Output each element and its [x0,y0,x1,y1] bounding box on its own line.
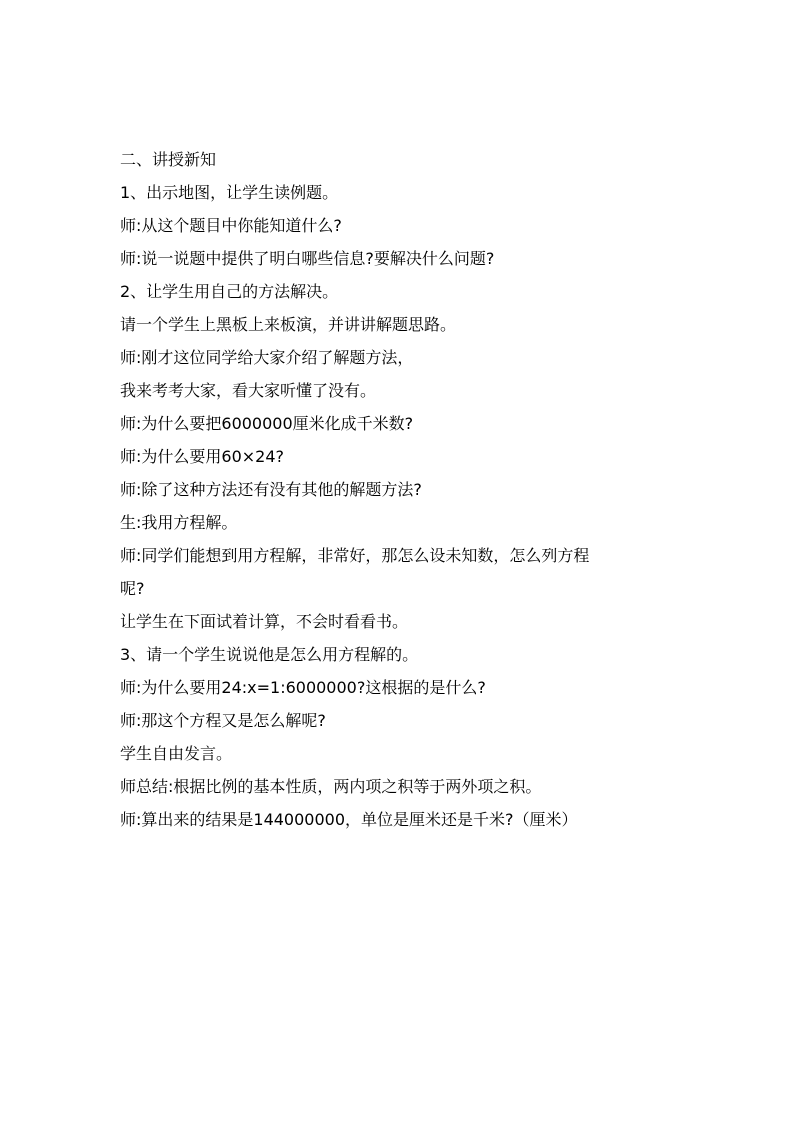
paragraph-line: 师:那这个方程又是怎么解呢? [120,711,326,730]
paragraph-line: 师:为什么要用24:x=1:6000000?这根据的是什么? [120,678,486,697]
paragraph-line: 师:从这个题目中你能知道什么? [120,216,342,235]
paragraph-line: 师:同学们能想到用方程解，非常好，那怎么设未知数，怎么列方程 [120,546,590,565]
paragraph-line: 生:我用方程解。 [120,513,238,532]
section-heading: 二、讲授新知 [120,150,217,169]
paragraph-line: 师:除了这种方法还有没有其他的解题方法? [120,480,422,499]
paragraph-line: 2、让学生用自己的方法解决。 [120,282,339,301]
paragraph-line: 师总结:根据比例的基本性质，两内项之积等于两外项之积。 [120,777,542,796]
paragraph-line: 学生自由发言。 [120,744,233,763]
paragraph-line: 请一个学生上黑板上来板演，并讲讲解题思路。 [120,315,457,334]
paragraph-line: 师:为什么要用60×24? [120,447,285,466]
paragraph-line: 呢? [120,579,145,598]
document-body [120,143,680,836]
paragraph-line: 3、请一个学生说说他是怎么用方程解的。 [120,645,419,664]
paragraph-line: 师:算出来的结果是144000000，单位是厘米还是千米?（厘米） [120,810,578,829]
paragraph-line: 1、出示地图，让学生读例题。 [120,183,339,202]
paragraph-line: 师:刚才这位同学给大家介绍了解题方法， [120,348,414,367]
paragraph-line: 师:为什么要把6000000厘米化成千米数? [120,414,414,433]
paragraph-line: 我来考考大家，看大家听懂了没有。 [120,381,377,400]
paragraph-line: 让学生在下面试着计算，不会时看看书。 [120,612,409,631]
paragraph-line: 师:说一说题中提供了明白哪些信息?要解决什么问题? [120,249,495,268]
